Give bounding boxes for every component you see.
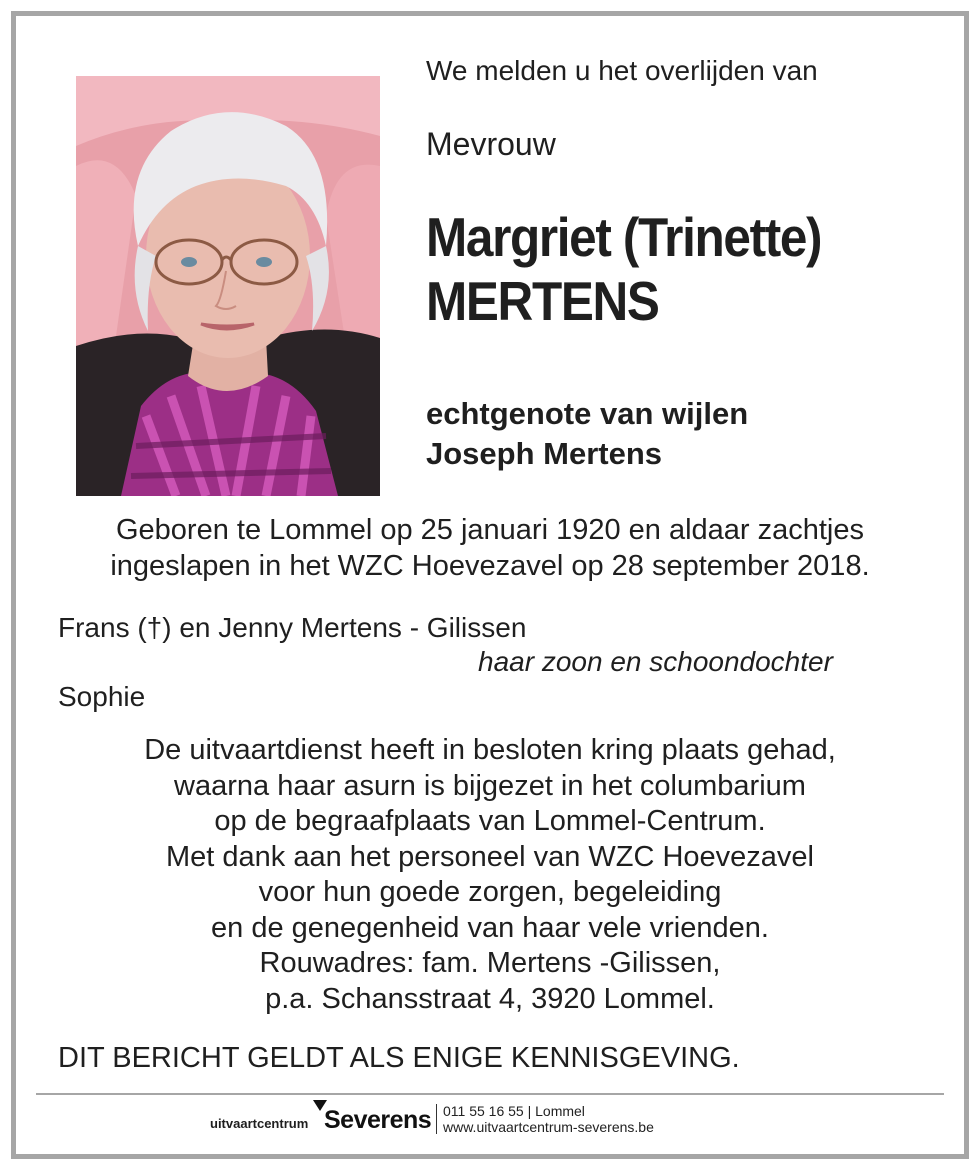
logo-separator (436, 1104, 437, 1134)
footer-contact (443, 1103, 654, 1135)
funeral-message (40, 733, 940, 1017)
footer-divider (36, 1093, 944, 1095)
contact-phone: 011 55 16 55 | Lommel (443, 1103, 585, 1119)
spouse-relation: echtgenote van wijlen (426, 396, 749, 431)
death-line: ingeslapen in het WZC Hoevezavel op 28 september 2018. (110, 550, 870, 582)
spouse-name: Joseph Mertens (426, 436, 663, 471)
deceased-surname: MERTENS (426, 270, 659, 332)
deceased-name (426, 205, 821, 333)
message-line: op de begraafplaats van Lommel-Centrum. (214, 805, 766, 837)
message-line: waarna haar asurn is bijgezet in het columbarium (174, 769, 806, 802)
address-line: p.a. Schansstraat 4, 3920 Lommel. (265, 982, 715, 1015)
message-line: Met dank aan het personeel van WZC Hoevezavel (165, 840, 814, 873)
logo-small-text: uitvaartcentrum (210, 1116, 309, 1131)
family-grandchild: Sophie (58, 681, 146, 712)
deceased-first-name: Margriet (Trinette) (426, 206, 822, 268)
message-line: De uitvaartdienst heeft in besloten kring plaats gehad, (144, 734, 836, 766)
intro-text: We melden u het overlijden van (426, 55, 818, 86)
logo-brand-text: Severens (324, 1106, 432, 1134)
notice-statement: DIT BERICHT GELDT ALS ENIGE KENNISGEVING. (58, 1042, 740, 1074)
spouse-info (426, 394, 748, 474)
portrait-photo (76, 76, 380, 496)
family-relation: haar zoon en schoondochter (478, 646, 833, 677)
message-line: voor hun goede zorgen, begeleiding (258, 876, 722, 908)
address-line: Rouwadres: fam. Mertens -Gilissen, (259, 947, 721, 979)
birth-death-info (40, 512, 940, 584)
family-son: Frans (†) en Jenny Mertens - Gilissen (58, 612, 527, 643)
birth-line: Geboren te Lommel op 25 januari 1920 en aldaar zachtjes (115, 514, 865, 546)
message-line: en de genegenheid van haar vele vrienden. (211, 911, 769, 944)
contact-website[interactable]: www.uitvaartcentrum-severens.be (443, 1119, 654, 1135)
title-text: Mevrouw (426, 126, 556, 162)
